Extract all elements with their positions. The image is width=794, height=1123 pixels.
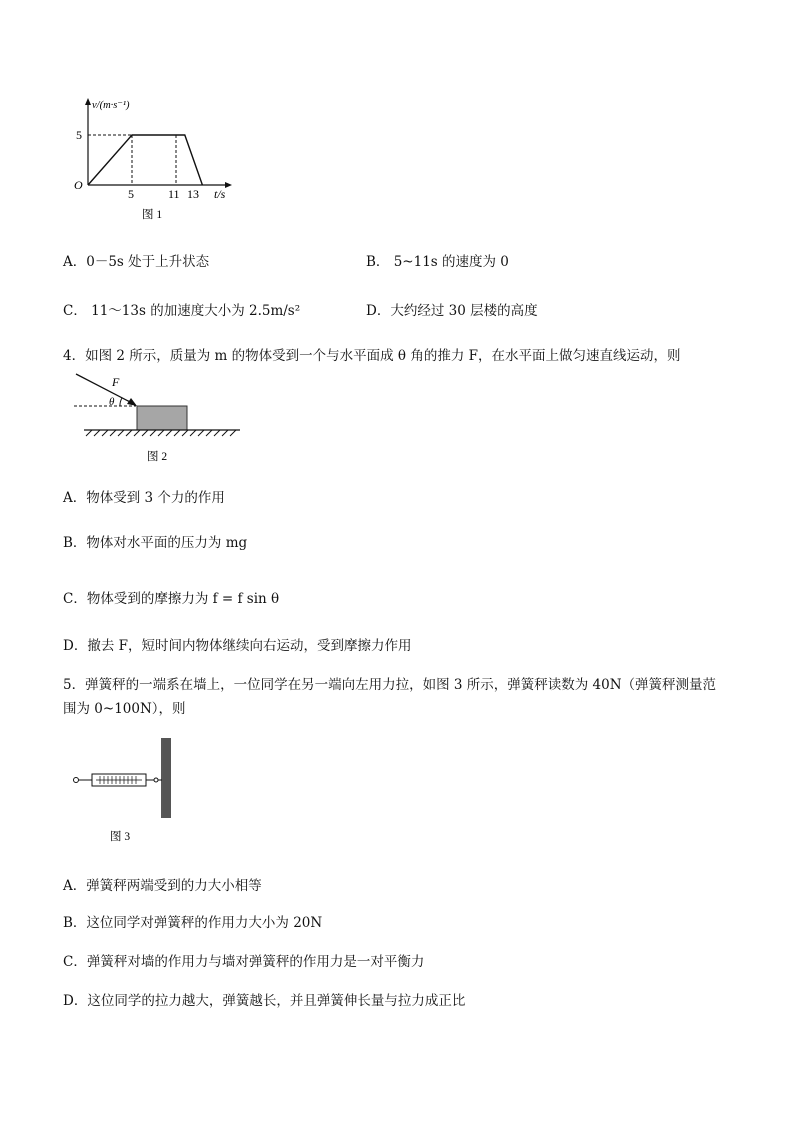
q4-option-d[interactable]: D．撤去 F，短时间内物体继续向右运动，受到摩擦力作用	[63, 638, 412, 654]
left-hook	[74, 778, 79, 783]
figure-1-caption: 图 1	[142, 209, 163, 221]
figure-2-block-diagram	[72, 368, 244, 468]
y-axis-arrow	[85, 98, 91, 105]
q4-option-a[interactable]: A．物体受到 3 个力的作用	[63, 490, 225, 506]
force-arrow	[76, 374, 132, 403]
angle-label: θ	[109, 396, 115, 408]
q4-option-c[interactable]: C．物体受到的摩擦力为 f = f sin θ	[63, 591, 280, 607]
right-ring	[154, 778, 158, 782]
x-tick-11: 11	[168, 187, 180, 201]
wall-hatching	[163, 738, 171, 818]
angle-arc	[120, 398, 122, 406]
q5-option-b[interactable]: B．这位同学对弹簧秤的作用力大小为 20N	[63, 915, 323, 931]
q5-stem-line-1: 5．弹簧秤的一端系在墙上，一位同学在另一端向左用力拉，如图 3 所示，弹簧秤读数为 40N（弹簧秤测量范	[63, 677, 717, 693]
figure-2-caption: 图 2	[147, 451, 168, 463]
q4-stem: 4．如图 2 所示，质量为 m 的物体受到一个与水平面成 θ 角的推力 F，在水平面上做匀速直线运动，则	[63, 348, 681, 364]
q5-option-a[interactable]: A．弹簧秤两端受到的力大小相等	[63, 878, 262, 894]
q3-option-b[interactable]: B． 5~11s 的速度为 0	[366, 254, 509, 270]
y-tick-5: 5	[76, 128, 82, 142]
origin-label: O	[74, 178, 83, 192]
velocity-series-line	[88, 135, 202, 185]
q5-option-d[interactable]: D．这位同学的拉力越大，弹簧越长，并且弹簧伸长量与拉力成正比	[63, 993, 466, 1009]
x-tick-5: 5	[128, 187, 134, 201]
figure-3-spring-scale-diagram	[66, 736, 186, 848]
block	[137, 406, 187, 430]
y-axis-label: v/(m·s⁻¹)	[92, 100, 130, 111]
x-axis-label: t/s	[214, 187, 226, 201]
q5-stem-line-2: 围为 0~100N），则	[63, 701, 186, 717]
q5-option-c[interactable]: C．弹簧秤对墙的作用力与墙对弹簧秤的作用力是一对平衡力	[63, 954, 425, 970]
x-tick-13: 13	[187, 187, 199, 201]
force-label: F	[112, 375, 120, 389]
x-axis-arrow	[225, 182, 232, 188]
figure-3-caption: 图 3	[110, 831, 131, 843]
force-arrowhead	[127, 398, 137, 406]
q4-option-b[interactable]: B．物体对水平面的压力为 mg	[63, 535, 248, 551]
ground-hatching	[86, 430, 236, 436]
q3-option-d[interactable]: D．大约经过 30 层楼的高度	[366, 303, 538, 319]
figure-1-vt-graph	[60, 90, 260, 230]
q3-option-c[interactable]: C． 11～13s 的加速度大小为 2.5m/s²	[63, 303, 301, 319]
q3-option-a[interactable]: A．0－5s 处于上升状态	[63, 254, 210, 270]
